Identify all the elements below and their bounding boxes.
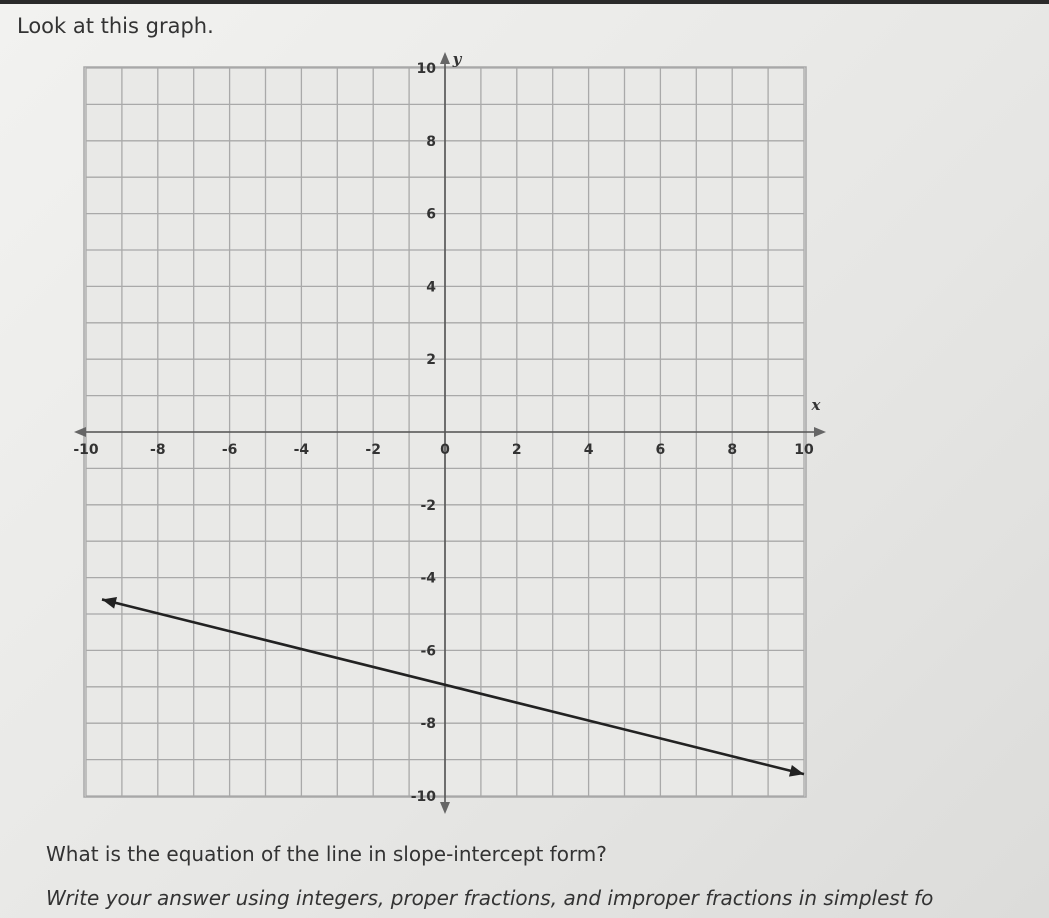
- y-tick-label: 10: [416, 61, 436, 77]
- y-axis-arrow-up: [440, 52, 450, 64]
- x-tick-label: 6: [655, 442, 666, 458]
- y-tick-label: -4: [420, 570, 436, 587]
- x-tick-label: -8: [150, 442, 166, 458]
- y-tick-label: -10: [410, 789, 436, 805]
- x-axis-label: x: [811, 396, 821, 414]
- x-tick-label: 2: [511, 442, 522, 458]
- instruction-text: Write your answer using integers, proper fractions, and improper fractions in simplest fo: [46, 886, 934, 910]
- y-tick-label: 2: [426, 352, 436, 369]
- prompt-text: Look at this graph.: [17, 14, 214, 38]
- x-tick-label: 4: [583, 442, 594, 458]
- y-axis-label: y: [452, 50, 462, 68]
- x-tick-label: -4: [293, 442, 310, 458]
- y-tick-label: 6: [426, 206, 436, 223]
- x-tick-label: 10: [794, 442, 814, 458]
- x-tick-label: -2: [365, 442, 381, 458]
- y-tick-label: -2: [420, 497, 436, 514]
- y-tick-label: 8: [426, 133, 436, 150]
- y-tick-label: 4: [426, 279, 436, 296]
- x-tick-label: -10: [73, 442, 99, 458]
- x-tick-label: 0: [440, 442, 450, 458]
- question-text: What is the equation of the line in slope-intercept form?: [46, 842, 607, 866]
- x-axis-arrow-right: [814, 427, 826, 437]
- y-tick-label: -6: [420, 643, 436, 660]
- y-axis-arrow-down: [440, 802, 450, 814]
- x-tick-label: 8: [727, 442, 738, 458]
- x-tick-label: -6: [221, 442, 238, 458]
- x-axis-arrow-left: [74, 427, 86, 437]
- y-tick-label: -8: [420, 716, 436, 733]
